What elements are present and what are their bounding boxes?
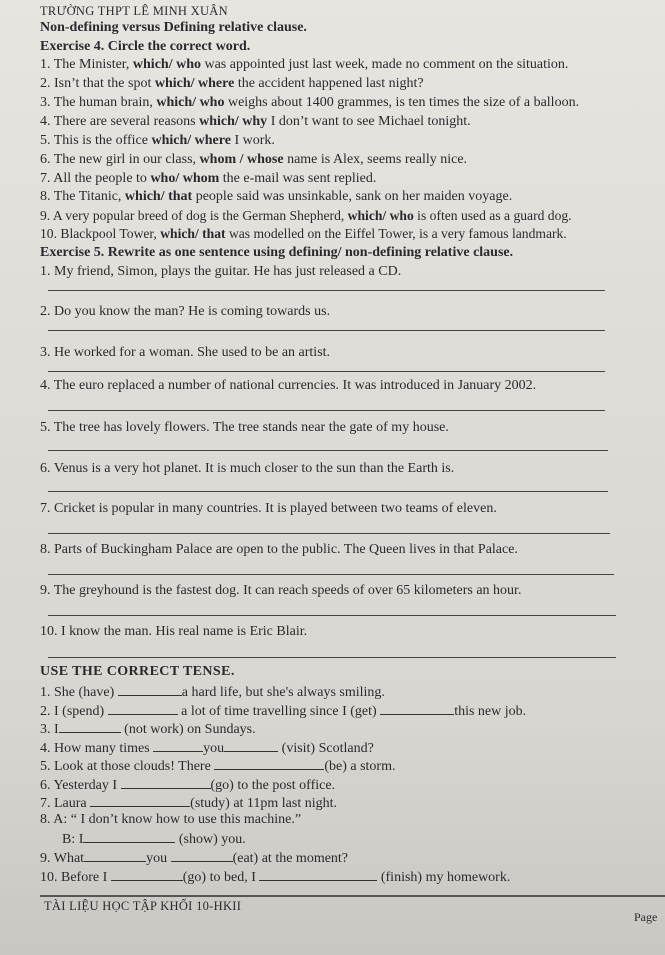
- fill-blank[interactable]: [83, 830, 175, 843]
- fill-blank[interactable]: [224, 739, 278, 752]
- ex5-item: 4. The euro replaced a number of national currencies. It was introduced in January 2002.: [40, 378, 537, 393]
- page-number: Page: [634, 910, 658, 924]
- fill-blank[interactable]: [380, 702, 454, 715]
- exercise-5-title: Exercise 5. Rewrite as one sentence using defining/ non-defining relative clause.: [40, 245, 514, 260]
- tense-item: 5. Look at those clouds! There (be) a storm.: [40, 759, 396, 774]
- fill-blank[interactable]: [259, 868, 377, 881]
- ex4-item: 4. There are several reasons which/ why I don’t want to see Michael tonight.: [40, 114, 471, 129]
- ex5-item: 3. He worked for a woman. She used to be an artist.: [40, 345, 331, 360]
- fill-blank[interactable]: [90, 794, 190, 807]
- ex4-item: 6. The new girl in our class, whom / whose name is Alex, seems really nice.: [40, 152, 468, 167]
- page-title: Non-defining versus Defining relative clause.: [40, 20, 307, 35]
- ex5-item: 7. Cricket is popular in many countries. It is played between two teams of eleven.: [40, 501, 497, 516]
- fill-blank[interactable]: [171, 849, 233, 862]
- answer-line[interactable]: [48, 450, 608, 451]
- ex4-item: 7. All the people to who/ whom the e-mail was sent replied.: [40, 171, 377, 186]
- ex5-item: 9. The greyhound is the fastest dog. It can reach speeds of over 65 kilometers an hour.: [40, 583, 522, 598]
- fill-blank[interactable]: [108, 702, 178, 715]
- footer-divider: [40, 895, 665, 897]
- footer-label: TÀI LIỆU HỌC TẬP KHỐI 10-HKII: [44, 899, 242, 913]
- answer-line[interactable]: [48, 615, 616, 616]
- fill-blank[interactable]: [153, 739, 203, 752]
- answer-line[interactable]: [48, 491, 608, 492]
- ex4-item: 10. Blackpool Tower, which/ that was modelled on the Eiffel Tower, is a very famous landmark.: [40, 226, 567, 241]
- ex5-item: 6. Venus is a very hot planet. It is much closer to the sun than the Earth is.: [40, 461, 455, 476]
- ex5-item: 10. I know the man. His real name is Eric Blair.: [40, 624, 308, 639]
- fill-blank[interactable]: [84, 849, 146, 862]
- tense-item: 6. Yesterday I (go) to the post office.: [40, 778, 336, 793]
- answer-line[interactable]: [48, 371, 605, 372]
- tense-item: 10. Before I (go) to bed, I (finish) my homework.: [40, 870, 511, 885]
- answer-line[interactable]: [48, 410, 605, 411]
- tense-item: B: I (show) you.: [62, 832, 246, 847]
- ex4-item: 1. The Minister, which/ who was appointed just last week, made no comment on the situation.: [40, 57, 569, 72]
- exercise-4-title: Exercise 4. Circle the correct word.: [40, 39, 251, 54]
- ex4-item: 5. This is the office which/ where I work.: [40, 133, 275, 148]
- ex5-item: 8. Parts of Buckingham Palace are open to the public. The Queen lives in that Palace.: [40, 542, 518, 557]
- fill-blank[interactable]: [214, 757, 324, 770]
- school-name: TRƯỜNG THPT LÊ MINH XUÂN: [40, 4, 228, 18]
- answer-line[interactable]: [48, 330, 605, 331]
- ex4-item: 3. The human brain, which/ who weighs about 1400 grammes, is ten times the size of a balloon.: [40, 95, 580, 110]
- ex4-item: 2. Isn’t that the spot which/ where the accident happened last night?: [40, 76, 424, 91]
- tense-item: 9. What you (eat) at the moment?: [40, 851, 349, 866]
- tense-item: 7. Laura (study) at 11pm last night.: [40, 796, 338, 811]
- fill-blank[interactable]: [121, 776, 211, 789]
- tense-item: 3. I (not work) on Sundays.: [40, 722, 256, 737]
- answer-line[interactable]: [48, 657, 616, 658]
- answer-line[interactable]: [48, 574, 614, 575]
- tense-item: 2. I (spend) a lot of time travelling since I (get) this new job.: [40, 704, 527, 719]
- ex4-item: 9. A very popular breed of dog is the German Shepherd, which/ who is often used as a guard dog.: [40, 208, 572, 223]
- ex5-item: 2. Do you know the man? He is coming towards us.: [40, 304, 331, 319]
- tense-item: 4. How many times you (visit) Scotland?: [40, 741, 374, 756]
- fill-blank[interactable]: [118, 683, 182, 696]
- tense-item: 1. She (have) a hard life, but she's always smiling.: [40, 685, 385, 700]
- tense-section-title: USE THE CORRECT TENSE.: [40, 664, 235, 679]
- ex5-item: 1. My friend, Simon, plays the guitar. He has just released a CD.: [40, 264, 402, 279]
- ex4-item: 8. The Titanic, which/ that people said was unsinkable, sank on her maiden voyage.: [40, 189, 513, 204]
- fill-blank[interactable]: [59, 720, 121, 733]
- answer-line[interactable]: [48, 290, 605, 291]
- fill-blank[interactable]: [111, 868, 183, 881]
- ex5-item: 5. The tree has lovely flowers. The tree stands near the gate of my house.: [40, 420, 449, 435]
- tense-item: 8. A: “ I don’t know how to use this machine.”: [40, 812, 302, 827]
- answer-line[interactable]: [48, 533, 610, 534]
